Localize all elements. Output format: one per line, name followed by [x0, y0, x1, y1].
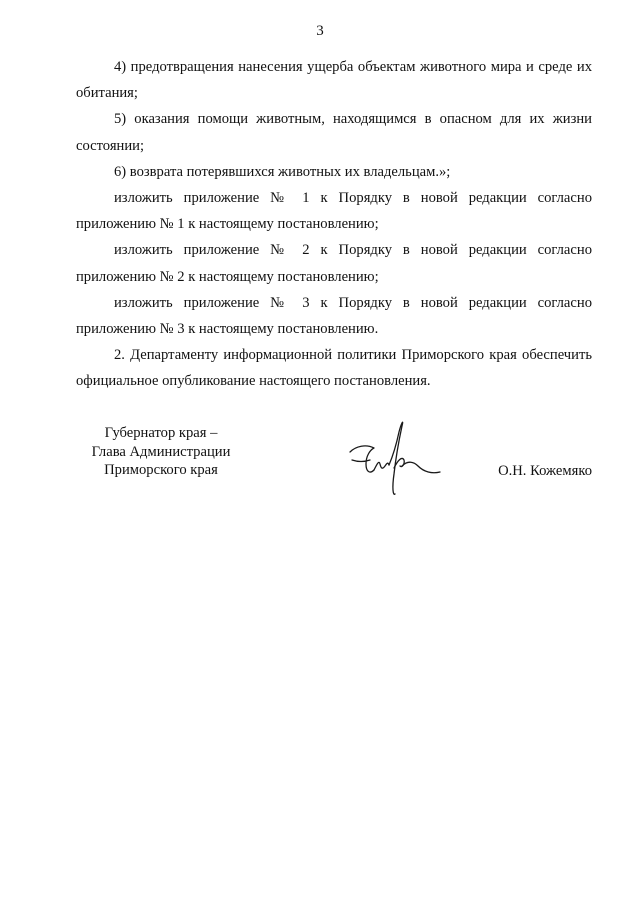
- page-number: 3: [316, 23, 324, 39]
- paragraph-item-4: 4) предотвращения нанесения ущерба объектам животного мира и среде их обитания;: [76, 59, 592, 102]
- paragraph-appendix-1: изложить приложение № 1 к Порядку в новой редакции согласно приложению № 1 к настоящему постановлению;: [76, 190, 592, 233]
- document-body: [76, 54, 592, 395]
- signature-block: [76, 424, 592, 514]
- signer-position: [76, 424, 246, 480]
- signer-name: О.Н. Кожемяко: [498, 463, 592, 479]
- signer-position-line: Приморского края: [104, 462, 218, 478]
- signer-position-line: Губернатор края –: [104, 425, 218, 441]
- signer-position-line: Глава Администрации: [91, 443, 231, 460]
- paragraph-appendix-3: изложить приложение № 3 к Порядку в новой редакции согласно приложению № 3 к настоящему постановлению.: [76, 294, 592, 338]
- paragraph-appendix-2: изложить приложение № 2 к Порядку в новой редакции согласно приложению № 2 к настоящему постановлению;: [76, 242, 592, 285]
- paragraph-clause-2: 2. Департаменту информационной политики Приморского края обеспечить официальное опубликование настоящего постановления.: [76, 347, 592, 390]
- handwritten-signature-icon: [344, 416, 444, 504]
- paragraph-item-5: 5) оказания помощи животным, находящимся в опасном для их жизни состоянии;: [76, 111, 592, 154]
- paragraph-item-6: 6) возврата потерявшихся животных их владельцам.»;: [114, 163, 451, 180]
